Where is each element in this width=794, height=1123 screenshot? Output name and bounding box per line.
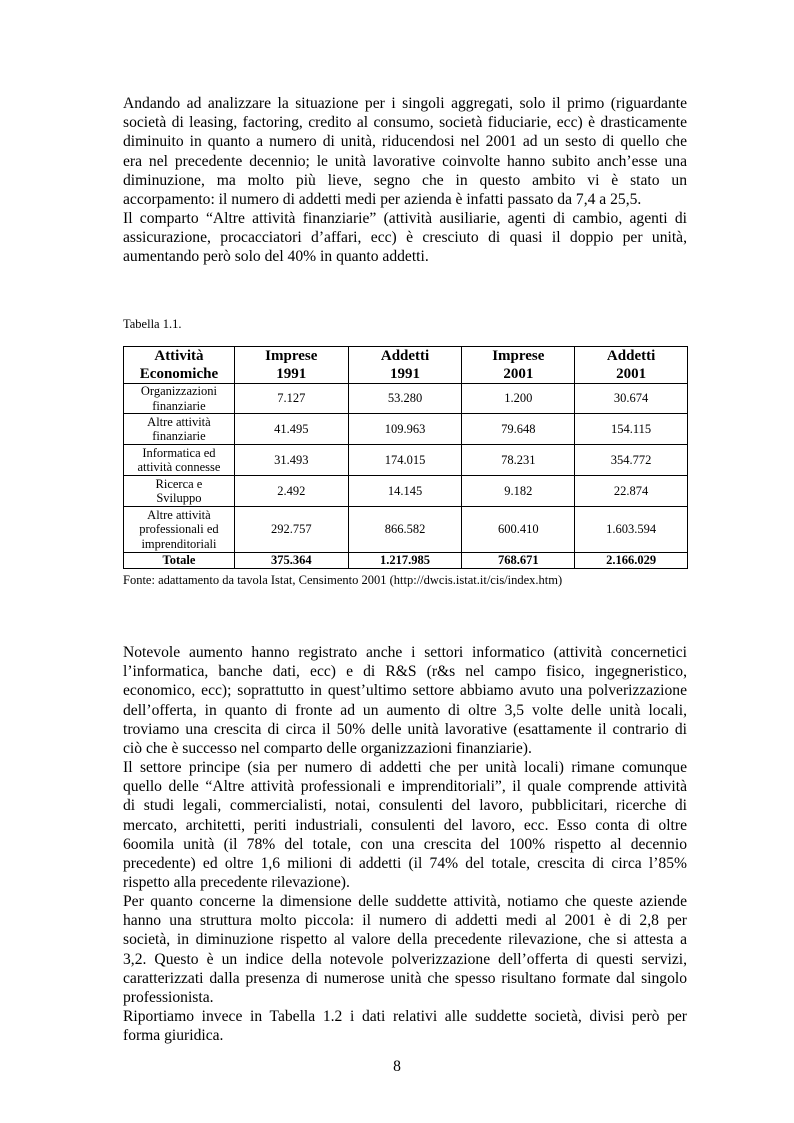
text-line: caratterizzati dalla presenza di numerose unità che spesso risultano formate dal singolo [123, 969, 687, 987]
text-line: ciò che è successo nel comparto delle organizzazioni finanziarie). [123, 740, 532, 758]
header-imprese-1991: Imprese 1991 [234, 347, 348, 384]
total-cell: 1.217.985 [348, 553, 462, 569]
cell: 7.127 [234, 384, 348, 414]
table-row [124, 445, 688, 476]
paragraph-informatica [123, 643, 687, 758]
page-number: 8 [393, 1058, 401, 1075]
cell: 30.674 [575, 384, 688, 414]
table-caption: Tabella 1.1. [123, 317, 182, 331]
text-line: hanno una struttura molto piccola: il numero di addetti medi al 2001 è di 2,8 per [123, 912, 687, 930]
text-line: Andando ad analizzare la situazione per i singoli aggregati, solo il primo (riguardante [123, 95, 687, 112]
cell: 41.495 [234, 414, 348, 445]
text-line: società, in diminuzione rispetto al valore della precedente rilevazione, che si attesta a [123, 931, 687, 949]
cell: 79.648 [462, 414, 575, 445]
text-line: precedente) ed oltre 1,6 milioni di addetti (il 74% del totale, crescita di circa l’85% [123, 855, 687, 873]
table-row [124, 507, 688, 553]
cell: 154.115 [575, 414, 688, 445]
row-label: Altre attività professionali ed imprenditoriali [124, 507, 235, 553]
text-line: Il comparto “Altre attività finanziarie” (attività ausiliarie, agenti di cambio, agenti di [123, 210, 687, 227]
text-line: 6oomila unità (il 78% del totale, con una crescita del 100% rispetto al decennio [123, 835, 687, 853]
text-line: società di leasing, factoring, credito al consumo, società fiduciarie, ecc) è drasticamente [123, 114, 687, 132]
cell: 354.772 [575, 445, 688, 476]
cell: 31.493 [234, 445, 348, 476]
text-line: forma giuridica. [123, 1027, 224, 1045]
paragraph-altre-attivita [123, 209, 687, 267]
table-row [124, 384, 688, 414]
text-line: aumentando però solo del 40% in quanto addetti. [123, 248, 429, 266]
table-row [124, 476, 688, 507]
text-line: dell’offerta, in quanto di fronte ad un aumento di oltre 3,5 volte delle unità locali, [123, 701, 687, 719]
text-line: accorpamento: il numero di addetti medi per azienda è infatti passato da 7,4 a 25,5. [123, 191, 642, 209]
paragraph-dimensione [123, 892, 687, 1007]
cell: 78.231 [462, 445, 575, 476]
cell: 866.582 [348, 507, 462, 553]
text-line: di studi legali, commercialisti, notai, consulenti del lavoro, pubblicitari, ricerche di [123, 797, 687, 815]
cell: 1.200 [462, 384, 575, 414]
row-label: Ricerca e Sviluppo [124, 476, 235, 507]
text-line: l’informatica, banche dati, ecc) e di R&S (r&s nel campo fisico, ingegneristico, [123, 663, 687, 681]
cell: 9.182 [462, 476, 575, 507]
table-row [124, 414, 688, 445]
text-line: diminuito in quanto a numero di unità, riducendosi nel 2001 ad un sesto di quello che [123, 133, 687, 151]
paragraph-settore-principe [123, 758, 687, 892]
text-line: quello delle “Altre attività professionali e imprenditoriali”, il quale comprende attività [123, 778, 687, 796]
header-addetti-1991: Addetti 1991 [348, 347, 462, 384]
text-line: Riportiamo invece in Tabella 1.2 i dati relativi alle suddette società, divisi però per [123, 1008, 687, 1025]
paragraph-tabella-1-2 [123, 1007, 687, 1045]
text-line: mercato, architetti, periti industriali, consulenti del lavoro, ecc. Esso conta di oltre [123, 816, 687, 834]
cell: 53.280 [348, 384, 462, 414]
text-line: assicurazione, procacciatori d’affari, ecc) è cresciuto di quasi il doppio per unità, [123, 229, 687, 247]
cell: 600.410 [462, 507, 575, 553]
text-line: Notevole aumento hanno registrato anche i settori informatico (attività concernetici [123, 644, 687, 661]
text-line: rispetto alla precedente rilevazione). [123, 874, 350, 892]
header-imprese-2001: Imprese 2001 [462, 347, 575, 384]
header-addetti-2001: Addetti 2001 [575, 347, 688, 384]
cell: 22.874 [575, 476, 688, 507]
text-line: troviamo una crescita di circa il 50% delle unità lavorative (esattamente il contrario di [123, 720, 687, 738]
total-cell: 2.166.029 [575, 553, 688, 569]
paragraph-aggregati [123, 94, 687, 209]
total-cell: 768.671 [462, 553, 575, 569]
table-header-row [124, 347, 688, 384]
text-line: economico, ecc); soprattutto in quest’ultimo settore abbiamo avuto una polverizzazione [123, 682, 687, 700]
total-label: Totale [124, 553, 235, 569]
cell: 1.603.594 [575, 507, 688, 553]
cell: 292.757 [234, 507, 348, 553]
text-line: diminuzione, ma molto più lieve, segno che in questo ambito vi è stato un [123, 171, 687, 189]
row-label: Informatica ed attività connesse [124, 445, 235, 476]
total-cell: 375.364 [234, 553, 348, 569]
cell: 109.963 [348, 414, 462, 445]
header-attivita: Attività Economiche [124, 347, 235, 384]
text-line: Il settore principe (sia per numero di addetti che per unità locali) rimane comunque [123, 759, 687, 776]
data-table [123, 346, 688, 569]
text-line: Per quanto concerne la dimensione delle suddette attività, notiamo che queste aziende [123, 893, 687, 910]
text-line: era nel precedente decennio; le unità lavorative coinvolte hanno subito anch’esse una [123, 152, 687, 170]
cell: 174.015 [348, 445, 462, 476]
text-line: professionista. [123, 989, 214, 1007]
table-source-note: Fonte: adattamento da tavola Istat, Censimento 2001 (http://dwcis.istat.it/cis/index.htm) [123, 573, 563, 587]
row-label: Organizzazioni finanziarie [124, 384, 235, 414]
row-label: Altre attività finanziarie [124, 414, 235, 445]
cell: 2.492 [234, 476, 348, 507]
cell: 14.145 [348, 476, 462, 507]
text-line: 3,2. Questo è un indice della notevole polverizzazione dell’offerta di questi servizi, [123, 950, 687, 968]
table-total-row [124, 553, 688, 569]
